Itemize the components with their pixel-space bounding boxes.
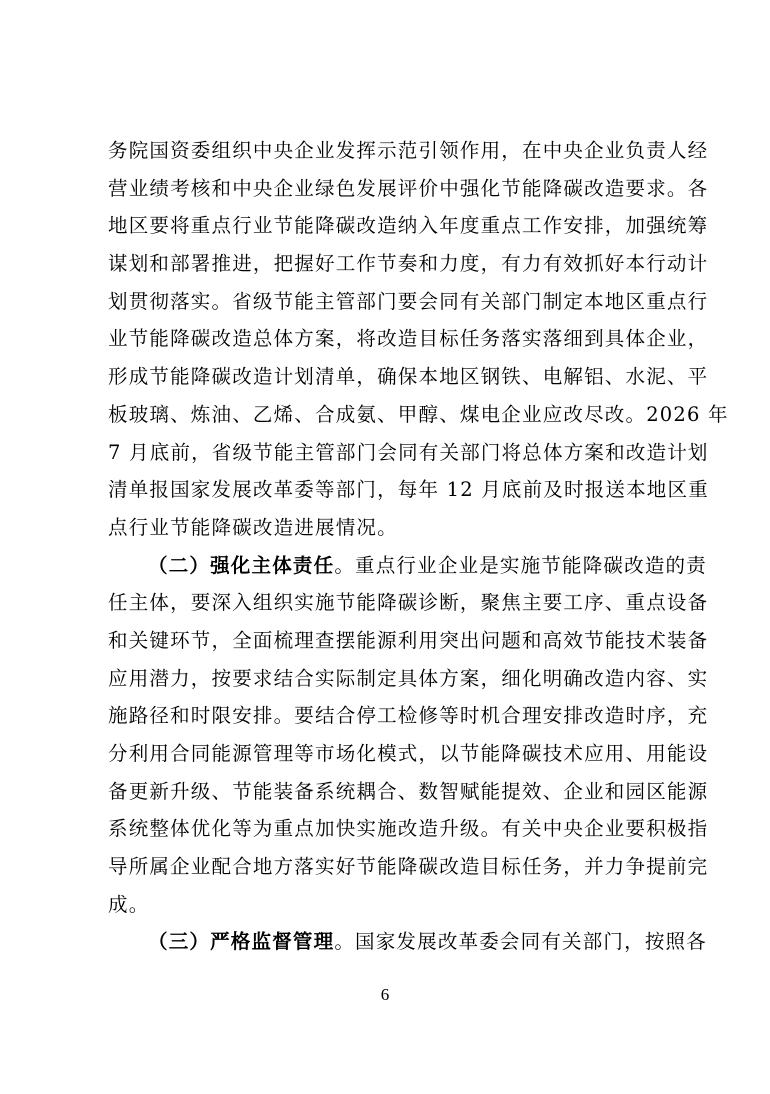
text-line: 和关键环节，全面梳理查摆能源利用突出问题和高效节能技术装备	[108, 628, 709, 652]
text-run: 。国家发展改革委会同有关部门，按照各	[334, 930, 707, 954]
text-line: 成。	[108, 892, 150, 916]
text-line: 划贯彻落实。省级节能主管部门要会同有关部门制定本地区重点行	[108, 289, 709, 313]
text-line: 点行业节能降碳改造进展情况。	[108, 515, 398, 539]
text-line: 系统整体优化等为重点加快实施改造升级。有关中央企业要积极指	[108, 817, 709, 841]
text-line: 施路径和时限安排。要结合停工检修等时机合理安排改造时序，充	[108, 704, 709, 728]
text-line: 地区要将重点行业节能降碳改造纳入年度重点工作安排，加强统筹	[108, 214, 709, 238]
text-line: 导所属企业配合地方落实好节能降碳改造目标任务，并力争提前完	[108, 855, 709, 879]
text-line: 清单报国家发展改革委等部门，每年 12 月底前及时报送本地区重	[108, 478, 709, 502]
section-first-line	[108, 923, 707, 961]
body-text	[108, 132, 729, 961]
text-run: 。重点行业企业是实施节能降碳改造的责	[334, 553, 707, 577]
text-line: 业节能降碳改造总体方案，将改造目标任务落实落细到具体企业，	[108, 327, 709, 351]
text-line: 应用潜力，按要求结合实际制定具体方案，细化明确改造内容、实	[108, 666, 709, 690]
text-line: 务院国资委组织中央企业发挥示范引领作用，在中央企业负责人经	[108, 139, 709, 162]
page-number: 6	[380, 985, 390, 1004]
text-line: 谋划和部署推进，把握好工作节奏和力度，有力有效抓好本行动计	[108, 252, 709, 276]
section-first-line	[108, 547, 707, 585]
text-line: 7 月底前，省级节能主管部门会同有关部门将总体方案和改造计划	[108, 440, 709, 464]
section-heading-3: （三）严格监督管理	[148, 930, 335, 954]
text-line: 营业绩考核和中央企业绿色发展评价中强化节能降碳改造要求。各	[108, 176, 709, 200]
text-line: 备更新升级、节能装备系统耦合、数智赋能提效、企业和园区能源	[108, 779, 709, 803]
section-heading-2: （二）强化主体责任	[148, 553, 335, 577]
text-line: 形成节能降碳改造计划清单，确保本地区钢铁、电解铝、水泥、平	[108, 365, 709, 389]
text-line: 分利用合同能源管理等市场化模式，以节能降碳技术应用、用能设	[108, 742, 709, 765]
text-line: 板玻璃、炼油、乙烯、合成氨、甲醇、煤电企业应改尽改。2026 年	[108, 402, 729, 426]
text-line: 任主体，要深入组织实施节能降碳诊断，聚焦主要工序、重点设备	[108, 591, 709, 615]
